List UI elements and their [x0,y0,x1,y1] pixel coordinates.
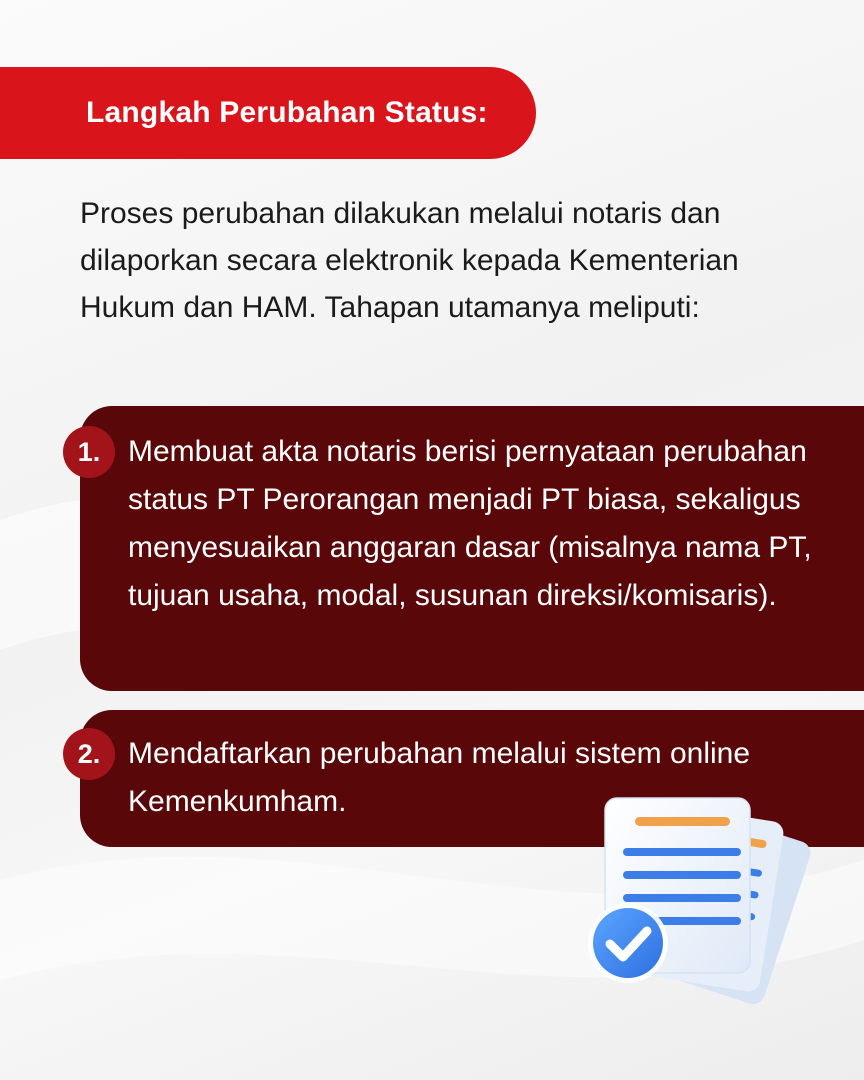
step-text-1: Membuat akta notaris berisi pernyataan perubahan status PT Perorangan menjadi PT biasa, sekaligus menyesuaikan anggaran dasar (misalnya nama PT, tujuan usaha, modal, susunan direksi/komisaris). [128,435,812,612]
step-number-badge-1: 1. [63,426,115,478]
header-banner [0,67,536,159]
header-title: Langkah Perubahan Status: [86,96,488,129]
document-check-icon [585,795,815,1030]
intro-paragraph: Proses perubahan dilakukan melalui notaris dan dilaporkan secara elektronik kepada Kementerian Hukum dan HAM. Tahapan utamanya meliputi: [80,197,739,324]
step-number-badge-2: 2. [63,728,115,780]
step-text-2: Mendaftarkan perubahan melalui sistem online Kemenkumham. [128,737,751,818]
